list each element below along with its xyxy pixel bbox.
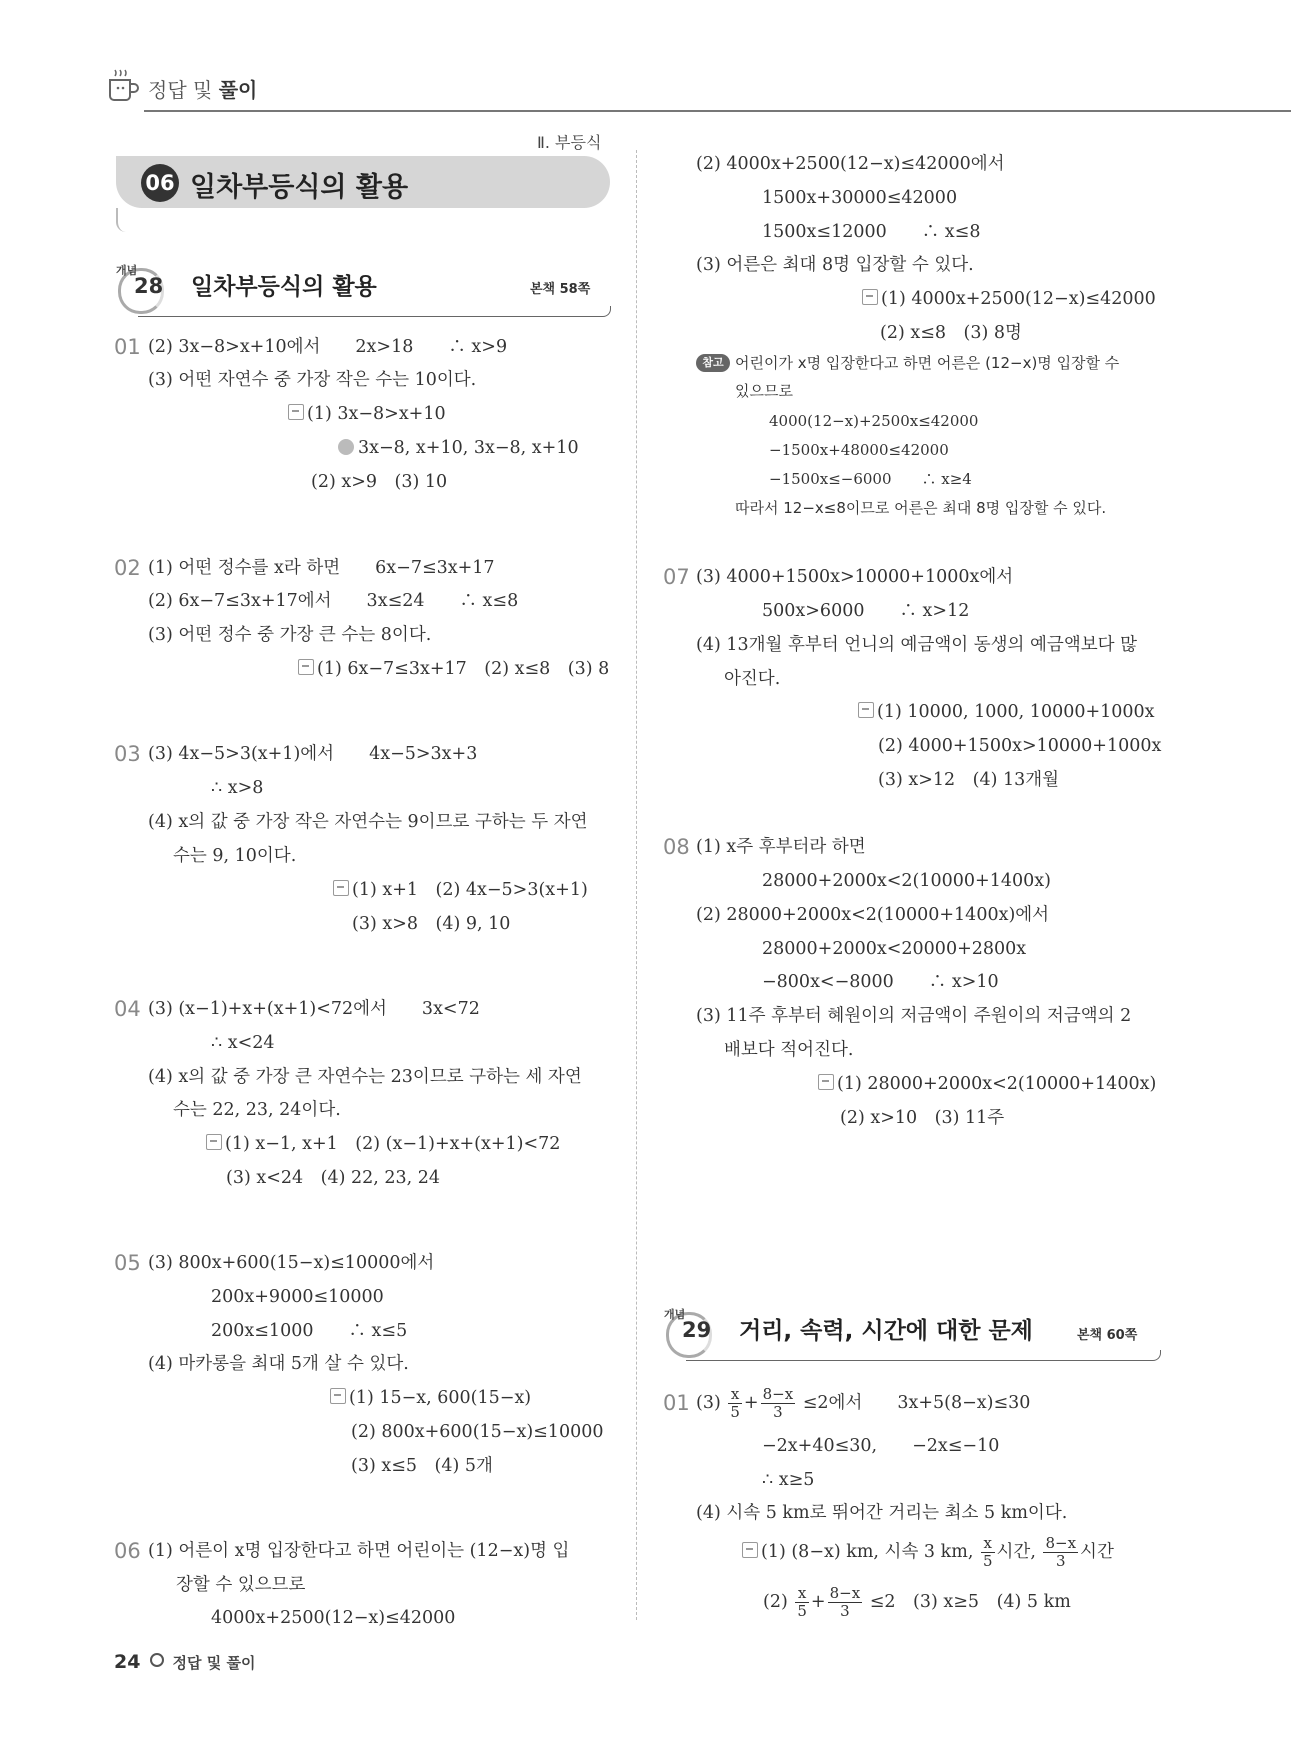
q01-frac-8x3-num: 8−x [762, 1385, 794, 1403]
q01-answer-text-2: 시간, [996, 1542, 1036, 1562]
p02-answer-text-1: (1) 6x−7≤3x+17 (2) x≤8 (3) 8 [317, 659, 610, 679]
q01-line-1-rest: ≤2에서 3x+5(8−x)≤30 [802, 1393, 1031, 1413]
p07-answer-2: (2) 4000+1500x>10000+1000x [878, 736, 1162, 756]
q01-ans2-frac-8x3-num: 8−x [829, 1584, 861, 1602]
answer-icon [742, 1542, 758, 1558]
p08-line-2: 28000+2000x<2(10000+1400x) [762, 871, 1051, 891]
answer-icon [333, 880, 349, 896]
answer-icon [858, 702, 874, 718]
p06-note-3: 4000(12−x)+2500x≤42000 [769, 412, 979, 430]
q01-line-1 [696, 1384, 1030, 1422]
p01-answer-3: (2) x>9 (3) 10 [311, 472, 448, 492]
footer-dot-icon [150, 1653, 164, 1667]
q01-ans-frac-8x3 [1043, 1535, 1078, 1570]
p06-line-7: (3) 어른은 최대 8명 입장할 수 있다. [696, 255, 974, 275]
q01-part-label: (3) [696, 1393, 721, 1413]
concept28-ref: 본책 58쪽 [530, 282, 591, 297]
q01-line-4: (4) 시속 5 km로 뛰어간 거리는 최소 5 km이다. [696, 1503, 1068, 1523]
p07-line-4: 아진다. [724, 669, 781, 689]
concept29-ref: 본책 60쪽 [1077, 1328, 1138, 1343]
p06-note-4: −1500x+48000≤42000 [769, 441, 949, 459]
p05-line-3: 200x≤1000 ∴ x≤5 [211, 1321, 408, 1341]
p07-line-2: 500x>6000 ∴ x>12 [762, 601, 970, 621]
q01-ans2-frac-x5-den: 5 [797, 1602, 807, 1620]
p06-answer-2: (2) x≤8 (3) 8명 [880, 323, 1022, 343]
concept29-title: 거리, 속력, 시간에 대한 문제 [739, 1318, 1033, 1344]
concept28-title: 일차부등식의 활용 [191, 274, 377, 300]
q01-answer-text-5: ≤2 (3) x≥5 (4) 5 km [869, 1592, 1071, 1612]
p05-line-2: 200x+9000≤10000 [211, 1287, 384, 1307]
q01-ans-frac-x5-num: x [981, 1535, 995, 1553]
p02-line-3: (3) 어떤 정수 중 가장 큰 수는 8이다. [148, 625, 432, 645]
header-label [148, 74, 257, 103]
p08-line-5: −800x<−8000 ∴ x>10 [762, 972, 999, 992]
q01-ans-frac-x5-den: 5 [982, 1552, 993, 1570]
q01-ans2-plus: + [810, 1592, 826, 1612]
problem-05-number: 05 [114, 1251, 141, 1275]
p06-note-5: −1500x≤−6000 ∴ x≥4 [769, 470, 972, 488]
p05-answer-text-1: (1) 15−x, 600(15−x) [349, 1388, 532, 1408]
header-rule [144, 110, 1291, 112]
p04-line-2: ∴ x<24 [211, 1033, 275, 1053]
p03-line-2: ∴ x>8 [211, 778, 264, 798]
q01-ans-frac-8x3-den: 3 [1055, 1552, 1066, 1570]
q01-answer-1 [742, 1530, 1114, 1574]
footer-label: 정답 및 풀이 [172, 1654, 256, 1672]
concept29-number: 29 [682, 1318, 712, 1342]
concept28-tag: 개념 [116, 264, 138, 277]
header-label-light: 정답 및 [148, 78, 213, 102]
problem-02-number: 02 [114, 556, 141, 580]
p08-line-1: (1) x주 후부터라 하면 [696, 837, 866, 857]
q01-ans-frac-8x3-num: 8−x [1045, 1534, 1077, 1552]
concept28-number: 28 [134, 274, 164, 298]
p01-line-2: (3) 어떤 자연수 중 가장 작은 수는 10이다. [148, 370, 477, 390]
p06-line-1: (1) 어른이 x명 입장한다고 하면 어린이는 (12−x)명 입 [148, 1541, 570, 1561]
p06-note-6: 따라서 12−x≤8이므로 어른은 최대 8명 입장할 수 있다. [735, 499, 1107, 517]
q01-number: 01 [663, 1391, 690, 1415]
p08-line-7: 배보다 적어진다. [724, 1040, 854, 1060]
p01-answer-text-2: 3x−8, x+10, 3x−8, x+10 [358, 438, 579, 458]
p03-answer-2: (3) x>8 (4) 9, 10 [352, 914, 511, 934]
section-number: 06 [145, 171, 175, 195]
p08-answer-2: (2) x>10 (3) 11주 [840, 1108, 1005, 1128]
note-badge-text: 참고 [702, 356, 724, 369]
answer-icon [818, 1074, 834, 1090]
q01-ans2-frac-x5 [795, 1585, 809, 1620]
p06-line-4: (2) 4000x+2500(12−x)≤42000에서 [696, 154, 1005, 174]
p04-answer-text-1: (1) x−1, x+1 (2) (x−1)+x+(x+1)<72 [225, 1134, 561, 1154]
section-number-badge [141, 164, 179, 202]
p04-line-1: (3) (x−1)+x+(x+1)<72에서 3x<72 [148, 999, 480, 1019]
p06-note-2: 있으므로 [735, 382, 793, 400]
p07-answer-3: (3) x>12 (4) 13개월 [878, 770, 1060, 790]
note-badge [696, 354, 730, 372]
concept28-header [116, 262, 610, 310]
q01-ans2-frac-8x3 [828, 1585, 863, 1620]
p02-line-1: (1) 어떤 정수를 x라 하면 6x−7≤3x+17 [148, 558, 495, 578]
q01-frac-x5-den: 5 [730, 1403, 740, 1421]
answer-icon [862, 289, 878, 305]
q01-frac-8x3 [761, 1386, 796, 1421]
p02-answer-1 [298, 658, 609, 680]
p01-line-1: (2) 3x−8>x+10에서 2x>18 ∴ x>9 [148, 337, 508, 357]
answer-icon [206, 1134, 222, 1150]
p07-answer-1 [858, 701, 1155, 723]
p07-line-3: (4) 13개월 후부터 언니의 예금액이 동생의 예금액보다 많 [696, 635, 1137, 655]
q01-plus: + [743, 1393, 759, 1413]
q01-line-3: ∴ x≥5 [762, 1470, 815, 1490]
p05-answer-2: (2) 800x+600(15−x)≤10000 [351, 1422, 604, 1442]
p06-line-5: 1500x+30000≤42000 [762, 188, 958, 208]
answer-icon [288, 404, 304, 420]
p06-line-3: 4000x+2500(12−x)≤42000 [211, 1608, 456, 1628]
pencil-icon [338, 439, 354, 455]
page-number: 24 [114, 1651, 141, 1673]
q01-frac-x5-num: x [728, 1386, 742, 1404]
q01-answer-text-3: 시간 [1080, 1542, 1114, 1562]
p08-answer-text-1: (1) 28000+2000x<2(10000+1400x) [837, 1074, 1157, 1094]
p06-note-1: 어린이가 x명 입장한다고 하면 어른은 (12−x)명 입장할 수 [735, 354, 1120, 372]
p08-line-3: (2) 28000+2000x<2(10000+1400x)에서 [696, 905, 1050, 925]
p03-answer-text-1: (1) x+1 (2) 4x−5>3(x+1) [352, 880, 588, 900]
p03-line-1: (3) 4x−5>3(x+1)에서 4x−5>3x+3 [148, 744, 478, 764]
p01-answer-1 [288, 403, 446, 425]
q01-answer-2 [763, 1580, 1071, 1624]
q01-line-2: −2x+40≤30, −2x≤−10 [762, 1436, 1000, 1456]
header-label-bold: 풀이 [218, 78, 258, 102]
problem-03-number: 03 [114, 742, 141, 766]
problem-07-number: 07 [663, 565, 690, 589]
p04-line-4: 수는 22, 23, 24이다. [173, 1100, 341, 1120]
p08-answer-1 [818, 1073, 1156, 1095]
header-cup-icon [104, 66, 142, 108]
q01-answer-text-1: (1) (8−x) km, 시속 3 km, [761, 1542, 974, 1562]
p03-line-3: (4) x의 값 중 가장 작은 자연수는 9이므로 구하는 두 자연 [148, 812, 588, 832]
p06-answer-text-1: (1) 4000x+2500(12−x)≤42000 [881, 289, 1156, 309]
problem-01-number: 01 [114, 335, 141, 359]
p01-answer-2 [338, 437, 579, 459]
p05-answer-1 [330, 1387, 531, 1409]
problem-08-number: 08 [663, 835, 690, 859]
p07-answer-text-1: (1) 10000, 1000, 10000+1000x [877, 702, 1155, 722]
p04-answer-1 [206, 1133, 560, 1155]
problem-04-number: 04 [114, 997, 141, 1021]
q01-frac-8x3-den: 3 [773, 1403, 783, 1421]
p07-line-1: (3) 4000+1500x>10000+1000x에서 [696, 567, 1014, 587]
problem-06-number: 06 [114, 1539, 141, 1563]
q01-ans2-frac-x5-num: x [795, 1585, 809, 1603]
column-divider [636, 150, 637, 1620]
concept29-header [664, 1306, 1160, 1354]
p03-answer-1 [333, 879, 588, 901]
p05-answer-3: (3) x≤5 (4) 5개 [351, 1456, 493, 1476]
q01-ans-frac-x5 [981, 1535, 995, 1570]
p05-line-1: (3) 800x+600(15−x)≤10000에서 [148, 1253, 435, 1273]
p03-line-4: 수는 9, 10이다. [173, 846, 297, 866]
unit-label: Ⅱ. 부등식 [537, 133, 602, 152]
q01-answer-text-4: (2) [763, 1592, 788, 1612]
p01-answer-text-1: (1) 3x−8>x+10 [307, 404, 446, 424]
q01-ans2-frac-8x3-den: 3 [840, 1602, 850, 1620]
concept28-rule [138, 306, 611, 317]
p06-line-2: 장할 수 있으므로 [176, 1575, 306, 1595]
answer-icon [298, 659, 314, 675]
p04-line-3: (4) x의 값 중 가장 큰 자연수는 23이므로 구하는 세 자연 [148, 1067, 582, 1087]
p06-line-6: 1500x≤12000 ∴ x≤8 [762, 222, 981, 242]
p08-line-6: (3) 11주 후부터 혜원이의 저금액이 주원이의 저금액의 2 [696, 1006, 1132, 1026]
section-title: 일차부등식의 활용 [190, 172, 409, 203]
concept29-rule [686, 1350, 1161, 1361]
section-band-edge [116, 208, 128, 232]
q01-frac-x5 [728, 1386, 742, 1421]
answer-icon [330, 1388, 346, 1404]
p05-line-4: (4) 마카롱을 최대 5개 살 수 있다. [148, 1354, 409, 1374]
concept29-tag: 개념 [664, 1308, 686, 1321]
p02-line-2: (2) 6x−7≤3x+17에서 3x≤24 ∴ x≤8 [148, 591, 519, 611]
p04-answer-2: (3) x<24 (4) 22, 23, 24 [226, 1168, 441, 1188]
p08-line-4: 28000+2000x<20000+2800x [762, 939, 1027, 959]
footer [114, 1651, 255, 1673]
p06-answer-1 [862, 288, 1156, 310]
